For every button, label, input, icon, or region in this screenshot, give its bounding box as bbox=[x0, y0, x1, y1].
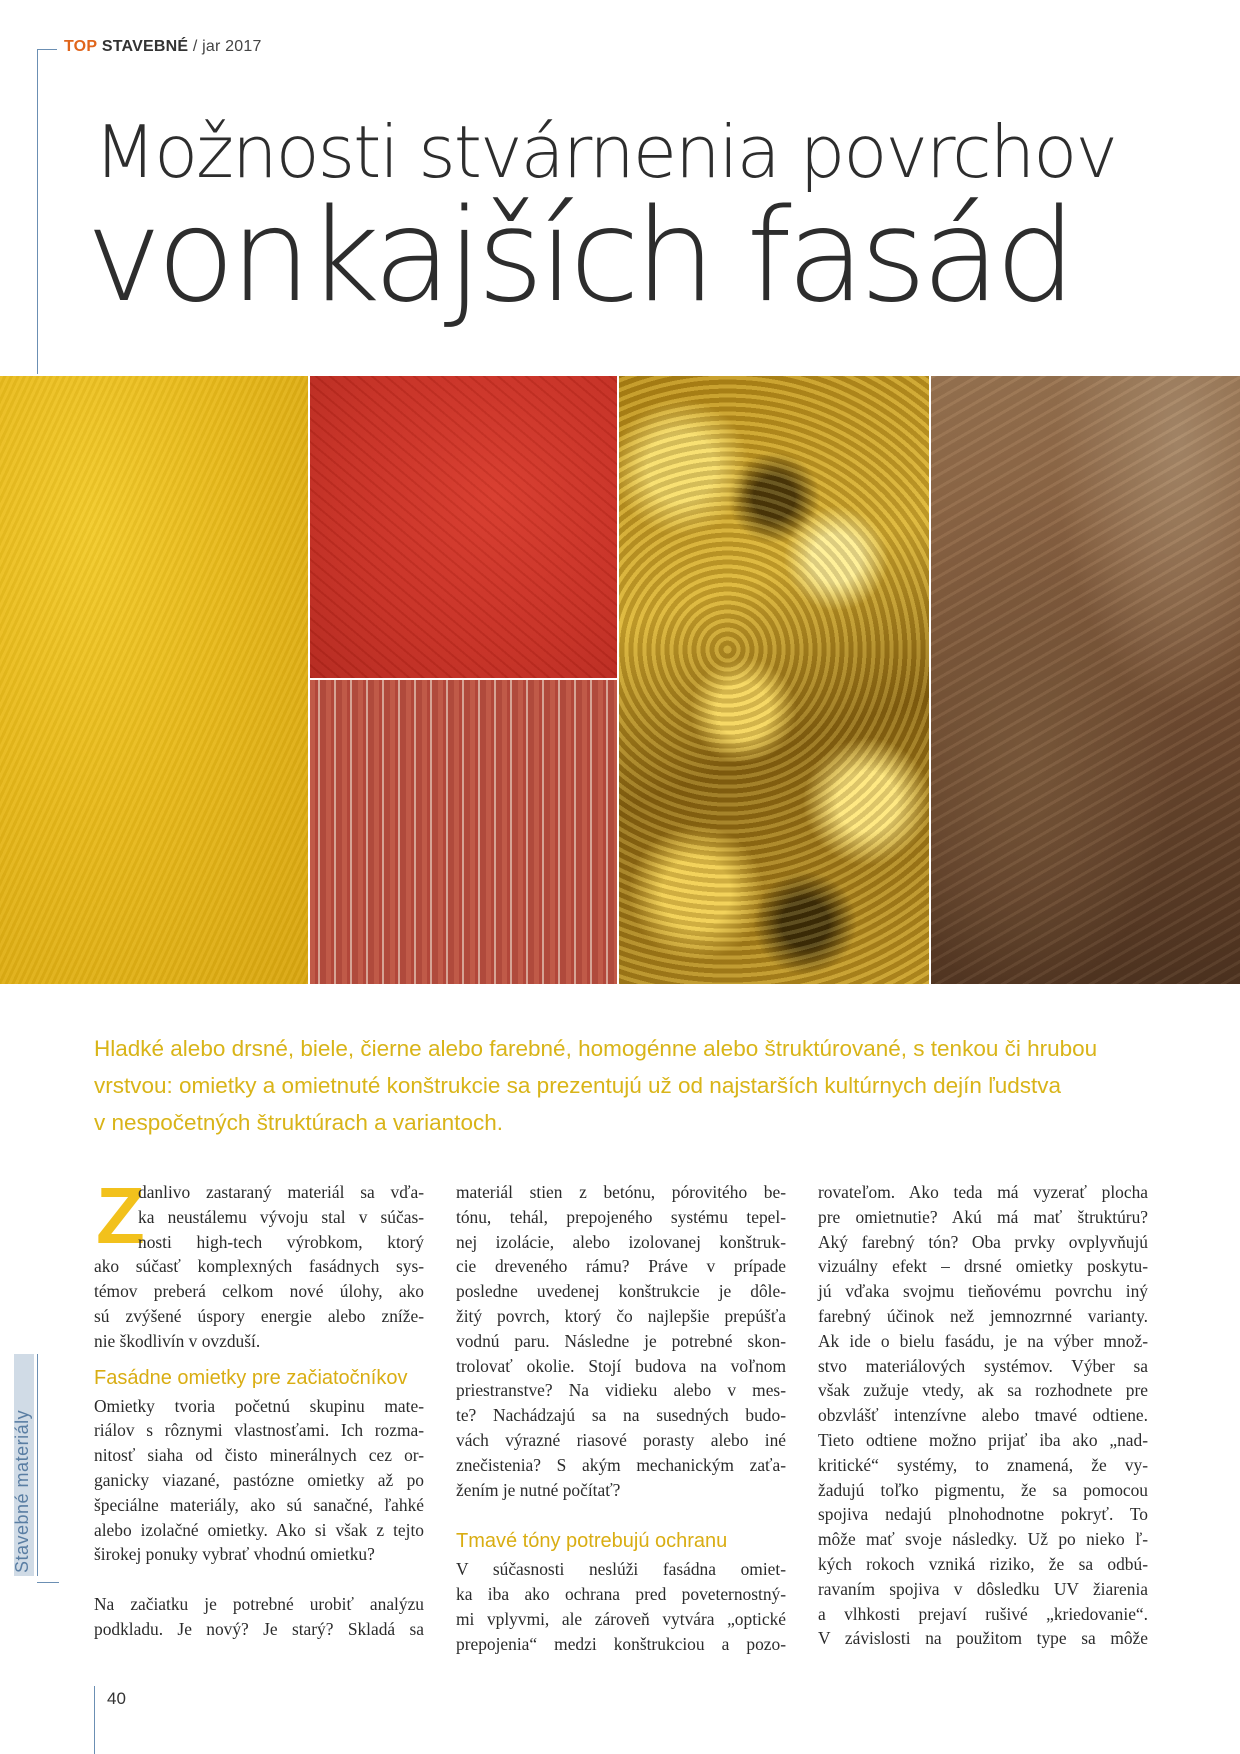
text-line: danlivo zastaraný materiál sa vďa- bbox=[138, 1182, 424, 1202]
text-line: kritické“ systémy, to znamená, že vy- bbox=[818, 1454, 1148, 1475]
text-line: špeciálne materiály, ako sú sanačné, ľahké bbox=[94, 1494, 424, 1515]
gold-texture-image bbox=[619, 376, 929, 984]
text-line: žením je nutné počítať? bbox=[456, 1479, 621, 1500]
article-title-line2: vonkajších fasád bbox=[86, 182, 1072, 331]
text-line: farebný účinok než jemnozrnné varianty. bbox=[818, 1305, 1148, 1326]
text-line: žitý povrch, ktorý čo najlepšie prepúšťa bbox=[456, 1305, 786, 1326]
lead-line: Hladké alebo drsné, biele, čierne alebo farebné, homogénne alebo štruktúrované, s tenkou či hrubou bbox=[94, 1036, 1098, 1061]
section-label-text: Stavebné materiály bbox=[12, 1409, 32, 1573]
article-title-line1: Možnosti stvárnenia povrchov bbox=[94, 110, 1116, 194]
side-rule bbox=[37, 1354, 38, 1576]
text-line: materiál stien z betónu, pórovitého be- bbox=[456, 1182, 786, 1202]
column-3 bbox=[818, 1180, 1148, 1651]
text-line: nie škodlivín v ovzduší. bbox=[94, 1330, 261, 1351]
text-line: posledne uvedenej konštrukcie je dôle- bbox=[456, 1281, 786, 1302]
drop-cap: Z bbox=[96, 1171, 145, 1260]
column-2 bbox=[456, 1180, 786, 1656]
text-line: tónu, tehál, prepojeného systému tepel- bbox=[456, 1206, 786, 1227]
text-line: rovateľom. Ako teda má vyzerať plocha bbox=[818, 1182, 1148, 1202]
lead-line: vrstvou: omietky a omietnuté konštrukcie sa prezentujú už od najstarších kultúrnych dejín ľudstva bbox=[94, 1073, 1062, 1098]
text-line: a vlhkosti prejaví rušivé „kriedovanie“. bbox=[818, 1603, 1148, 1624]
bronze-texture-image bbox=[931, 376, 1240, 984]
text-line: podkladu. Je nový? Je starý? Skladá sa bbox=[94, 1618, 424, 1639]
lead-line: v nespočetných štruktúrach a variantoch. bbox=[94, 1110, 503, 1135]
text-line: alebo izolačné omietky. Ako si však z tejto bbox=[94, 1519, 424, 1540]
text-line: V závislosti na použitom type sa môže bbox=[818, 1628, 1148, 1649]
column-1 bbox=[94, 1180, 424, 1642]
header-rule bbox=[37, 49, 57, 50]
text-line: cie dreveného rámu? Práve v prípade bbox=[456, 1256, 786, 1277]
text-line: trolovať okolie. Stojí budova na voľnom bbox=[456, 1355, 786, 1376]
text-line: nosti high-tech výrobkom, ktorý bbox=[138, 1231, 424, 1252]
text-line: obzvlášť intenzívne alebo tmavé odtiene. bbox=[818, 1405, 1148, 1426]
text-line: nitosť siaha od čisto minerálnych cez or- bbox=[94, 1445, 424, 1466]
header-side-rule bbox=[37, 49, 38, 374]
text-line: mi vplyvmi, ale zároveň vytvára „optické bbox=[456, 1608, 786, 1629]
text-line: vách výrazné riasové porasty alebo iné bbox=[456, 1429, 786, 1450]
text-line: jú vďaka svojmu tieňovému povrchu iný bbox=[818, 1281, 1148, 1302]
text-line: ka neustálemu vývoju stal v súčas- bbox=[138, 1206, 424, 1227]
text-line: prepojenia“ medzi konštrukciou a pozo- bbox=[456, 1633, 786, 1654]
side-line bbox=[37, 1582, 59, 1583]
section-label bbox=[12, 1410, 33, 1573]
text-line: priestranstve? Na vidieku alebo v mes- bbox=[456, 1380, 786, 1401]
red-scratched-render-image bbox=[310, 680, 617, 984]
text-line: sú zvýšené úspory energie alebo zníže- bbox=[94, 1305, 424, 1326]
page-number: 40 bbox=[107, 1689, 126, 1708]
text-line: vizuálny efekt – drsné omietky poskytu- bbox=[818, 1256, 1148, 1277]
text-line: znečistenia? S akým mechanickým zaťa- bbox=[456, 1454, 786, 1475]
text-line: ako súčasť komplexných fasádnych sys- bbox=[94, 1256, 424, 1277]
text-line: však zužuje vtedy, ak sa rozhodnete pre bbox=[818, 1380, 1148, 1401]
text-line: žadujú toľko pigmentu, že sa pomocou bbox=[818, 1479, 1148, 1500]
header-brand: STAVEBNÉ bbox=[101, 38, 189, 55]
subheading: Fasádne omietky pre začiatočníkov bbox=[94, 1366, 408, 1389]
text-line: riálov s rôznymi vlastnosťami. Ich rozma- bbox=[94, 1420, 424, 1441]
text-line: kých rokoch vzniká riziko, že sa odbú- bbox=[818, 1553, 1148, 1574]
text-line: ganicky viazané, pastózne omietky až po bbox=[94, 1469, 424, 1490]
text-line: ka iba ako ochrana pred poveternostný- bbox=[456, 1583, 786, 1604]
subheading: Tmavé tóny potrebujú ochranu bbox=[456, 1530, 728, 1553]
text-line: môže mať svoje následky. Už po nieko ľ- bbox=[818, 1529, 1148, 1550]
text-line: Na začiatku je potrebné urobiť analýzu bbox=[94, 1593, 424, 1614]
text-line: vodnú paru. Následne je potrebné skon- bbox=[456, 1330, 786, 1351]
text-line: V súčasnosti neslúži fasádna omiet- bbox=[456, 1559, 786, 1580]
text-line: te? Nachádzajú sa na susedných budo- bbox=[456, 1405, 786, 1426]
text-line: stvo materiálových systémov. Výber sa bbox=[818, 1355, 1148, 1376]
yellow-render-image bbox=[0, 376, 308, 984]
red-smooth-render-image bbox=[310, 376, 617, 678]
text-line: Tieto odtiene možno prijať iba ako „nad- bbox=[818, 1429, 1148, 1450]
text-line: pre omietnutie? Akú má mať štruktúru? bbox=[818, 1206, 1148, 1227]
text-line: Aký farebný tón? Oba prvky ovplyvňujú bbox=[818, 1231, 1148, 1252]
text-line: nej izolácie, alebo izolovanej konštruk- bbox=[456, 1231, 786, 1252]
header-separator: / bbox=[188, 38, 203, 55]
magazine-header bbox=[64, 38, 262, 56]
text-line: Ak ide o bielu fasádu, je na výber množ- bbox=[818, 1330, 1148, 1351]
page-number-rule bbox=[94, 1686, 95, 1754]
text-line: spojiva nedajú plnohodnotne pokryť. To bbox=[818, 1504, 1148, 1525]
text-line: Omietky tvoria početnú skupinu mate- bbox=[94, 1395, 424, 1416]
text-line: ravaním spojiva v dôsledku UV žiarenia bbox=[818, 1578, 1148, 1599]
header-top: TOP bbox=[64, 38, 98, 55]
header-issue: jar 2017 bbox=[202, 38, 262, 55]
text-line: širokej ponuky vybrať vhodnú omietku? bbox=[94, 1544, 375, 1565]
lead-paragraph bbox=[94, 1030, 1144, 1141]
text-line: témov preberá celkom nové úlohy, ako bbox=[94, 1281, 424, 1302]
